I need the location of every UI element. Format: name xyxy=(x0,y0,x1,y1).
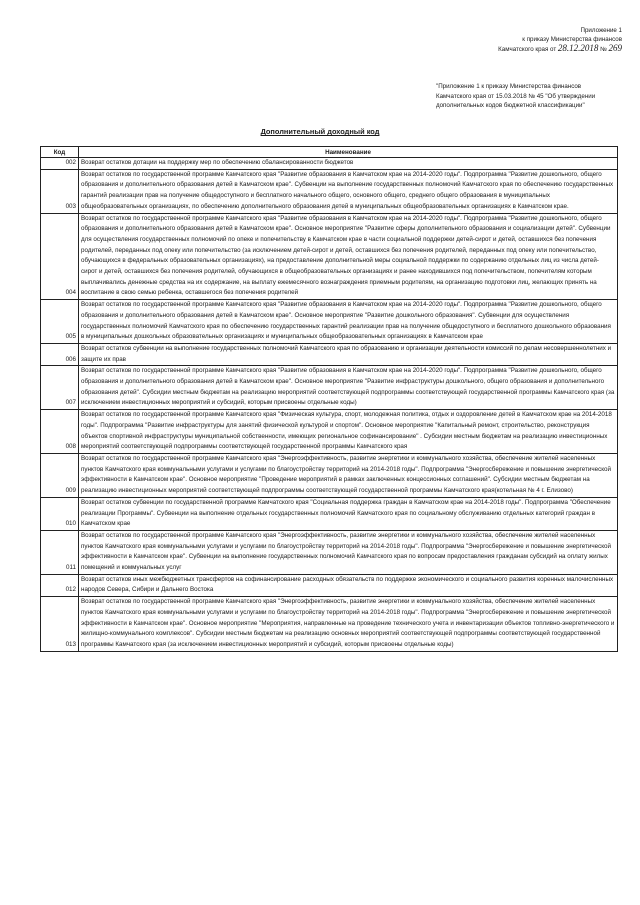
row-text: Возврат остатков дотации на поддержку мер по обеспечению сбалансированности бюджетов xyxy=(79,158,618,170)
table-row xyxy=(41,597,618,652)
row-code: 003 xyxy=(41,169,79,213)
row-code: 009 xyxy=(41,453,79,497)
header-line-text: Камчатского края от xyxy=(498,46,557,53)
row-text: Возврат остатков субвенции по государственной программе Камчатского края "Социальная поддержка граждан в Камчатском крае на 2014-2018 годы". Подпрограмма "Обеспечение реализации Программы". Субвенции на выполнение отдельных государственных полномочий Камчатского края по социальному обслуживанию отдельных категорий граждан в Камчатском крае xyxy=(79,497,618,530)
row-code: 004 xyxy=(41,213,79,300)
table-row xyxy=(41,497,618,530)
row-text: Возврат остатков субвенции на выполнение государственных полномочий Камчатского края по образованию и организации деятельности комиссий по делам несовершеннолетних и защите их прав xyxy=(79,343,618,365)
row-code: 008 xyxy=(41,410,79,454)
header2-line: "Приложение 1 к приказу Министерства финансов xyxy=(436,83,582,90)
row-text: Возврат остатков по государственной программе Камчатского края "Физическая культура, спорт, молодежная политика, отдых и оздоровление детей в Камчатском крае на 2014-2018 годы". Подпрограмма "Развитие инфраструктуры для занятий физической культурой и спортом". Основное мероприятие "Капитальный ремонт, строительство, реконструкция объектов спортивной инфраструктуры муниципальной собственности, имеющих региональное софинансирование" . Субсидии местным бюджетам на реализацию инвестиционных мероприятий соответствующей подпрограммы соответствующей государственной программы Камчатского края xyxy=(79,410,618,454)
document-title: Дополнительный доходный код xyxy=(260,127,380,136)
header-line: Приложение 1 xyxy=(580,27,622,34)
row-code: 010 xyxy=(41,497,79,530)
table-row xyxy=(41,574,618,596)
row-code: 012 xyxy=(41,574,79,596)
appendix-header xyxy=(498,26,622,54)
header-line: к приказу Министерства финансов xyxy=(522,36,622,43)
header2-line: дополнительных кодов бюджетной классификации" xyxy=(436,102,585,109)
row-text: Возврат остатков по государственной программе Камчатского края "Развитие образования в Камчатском крае на 2014-2020 годы". Подпрограмма "Развитие дошкольного, общего образования и дополнительного образования детей в Камчатском крае". Субвенции на выполнение государственных полномочий Камчатского края по обеспечению государственных гарантий реализации прав на получение общедоступного и бесплатного начального общего, основного общего, среднего общего образования в муниципальных общеобразовательных организациях, по обеспечению дополнительного образования детей в муниципальных общеобразовательных организациях в Камчатском крае. xyxy=(79,169,618,213)
handwritten-number: 269 xyxy=(608,43,622,53)
table-row xyxy=(41,300,618,344)
row-code: 005 xyxy=(41,300,79,344)
row-code: 011 xyxy=(41,530,79,574)
row-text: Возврат остатков по государственной программе Камчатского края "Развитие образования в Камчатском крае на 2014-2020 годы". Подпрограмма "Развитие дошкольного, общего образования и дополнительного образования детей в Камчатском крае". Основное мероприятие "Развитие дошкольного образования". Субвенции для осуществления государственных полномочий Камчатского края по обеспечению государственных гарантий реализации прав на получение общедоступного и бесплатного дошкольного образования в муниципальных дошкольных образовательных организациях и муниципальных общеобразовательных организациях в Камчатском крае xyxy=(79,300,618,344)
table-row xyxy=(41,158,618,170)
table-row xyxy=(41,169,618,213)
row-code: 007 xyxy=(41,366,79,410)
row-text: Возврат остатков по государственной программе Камчатского края "Развитие образования в Камчатском крае на 2014-2020 годы". Подпрограмма "Развитие дошкольного, общего образования и дополнительного образования детей в Камчатском крае". Основное мероприятие "Развитие инфраструктуры дошкольного, общего образования и дополнительного образования детей". Субсидии местным бюджетам на реализацию мероприятий соответствующей подпрограммы соответствующей государственной программы Камчатского края (за исключением инвестиционных мероприятий и субсидий, которым присвоены отдельные коды) xyxy=(79,366,618,410)
row-text: Возврат остатков иных межбюджетных трансфертов на софинансирование расходных обязательств по поддержке экономического и социального развития коренных малочисленных народов Севера, Сибири и Дальнего Востока xyxy=(79,574,618,596)
column-header-name: Наименование xyxy=(79,147,618,158)
number-prefix: № xyxy=(600,46,607,53)
row-code: 013 xyxy=(41,597,79,652)
table-header-row xyxy=(41,147,618,158)
column-header-code: Код xyxy=(41,147,79,158)
previous-appendix-header xyxy=(436,82,626,111)
row-text: Возврат остатков по государственной программе Камчатского края "Развитие образования в Камчатском крае на 2014-2020 годы". Подпрограмма "Развитие дошкольного, общего образования и дополнительного образования детей в Камчатском крае". Основное мероприятие "Развитие сферы дополнительного образования и социализации детей". Субвенции для осуществления государственных полномочий по опеке и попечительству в Камчатском крае в части социальной поддержки детей-сирот и детей, оставшихся без попечения родителей, переданных под опеку или попечительство (за исключением детей-сирот и детей, оставшихся без попечения родителей, переданных под опеку или попечительство, обучающихся в федеральных образовательных организациях), на предоставление дополнительной меры социальной поддержки по содержанию отдельных лиц из числа детей-сирот и детей, оставшихся без попечения родителей, обучающихся в общеобразовательных организациях и ранее находившихся под попечительством, попечителям которым выплачивались денежные средства на их содержание, на выплату ежемесячного вознаграждения приемным родителям, на организацию подготовки лиц, желающих принять на воспитание в свою семью ребенка, оставшегося без попечения родителей xyxy=(79,213,618,300)
table-row xyxy=(41,410,618,454)
table-row xyxy=(41,530,618,574)
row-code: 002 xyxy=(41,158,79,170)
handwritten-date: 28.12.2018 xyxy=(557,43,599,53)
codes-table xyxy=(40,146,618,652)
table-row xyxy=(41,453,618,497)
row-text: Возврат остатков по государственной программе Камчатского края "Энергоэффективность, развитие энергетики и коммунального хозяйства, обеспечение жителей населенных пунктов Камчатского края коммунальными услугами и услугами по благоустройству территорий на 2014-2018 годы". Подпрограмма "Энергосбережение и повышение энергетической эффективности в Камчатском крае". Субвенции на выполнение государственных полномочий Камчатского края по вопросам предоставления гражданам субсидий на оплату жилых помещений и коммунальных услуг xyxy=(79,530,618,574)
table-row xyxy=(41,366,618,410)
header2-line: Камчатского края от 15.03.2018 № 45 "Об утверждении xyxy=(436,92,596,100)
row-code: 006 xyxy=(41,343,79,365)
header-line xyxy=(498,44,622,54)
table-row xyxy=(41,343,618,365)
table-row xyxy=(41,213,618,300)
row-text: Возврат остатков по государственной программе Камчатского края "Энергоэффективность, развитие энергетики и коммунального хозяйства, обеспечение жителей населенных пунктов Камчатского края коммунальными услугами и услугами по благоустройству территорий на 2014-2018 годы". Подпрограмма "Энергосбережение и повышение энергетической эффективности в Камчатском крае". Основное мероприятие "Мероприятия, направленные на проведение технического учета и инвентаризации объектов топливно-энергетического и жилищно-коммунального комплексов". Субсидии местным бюджетам на реализацию основных мероприятий соответствующей подпрограммы соответствующей государственной программы Камчатского края (за исключением инвестиционных мероприятий и субсидий, которым присвоены отдельные коды) xyxy=(79,597,618,652)
row-text: Возврат остатков по государственной программе Камчатского края "Энергоэффективность, развитие энергетики и коммунального хозяйства, обеспечение жителей населенных пунктов Камчатского края коммунальными услугами и услугами по благоустройству территорий на 2014-2018 годы". Подпрограмма "Энергосбережение и повышение энергетической эффективности в Камчатском крае". Основное мероприятие "Проведение мероприятий в рамках заключенных концессионных соглашений". Субсидии местным бюджетам на реализацию инвестиционных мероприятий соответствующей подпрограммы соответствующей государственной программы Камчатского края(котельная № 4 г. Елизово) xyxy=(79,453,618,497)
